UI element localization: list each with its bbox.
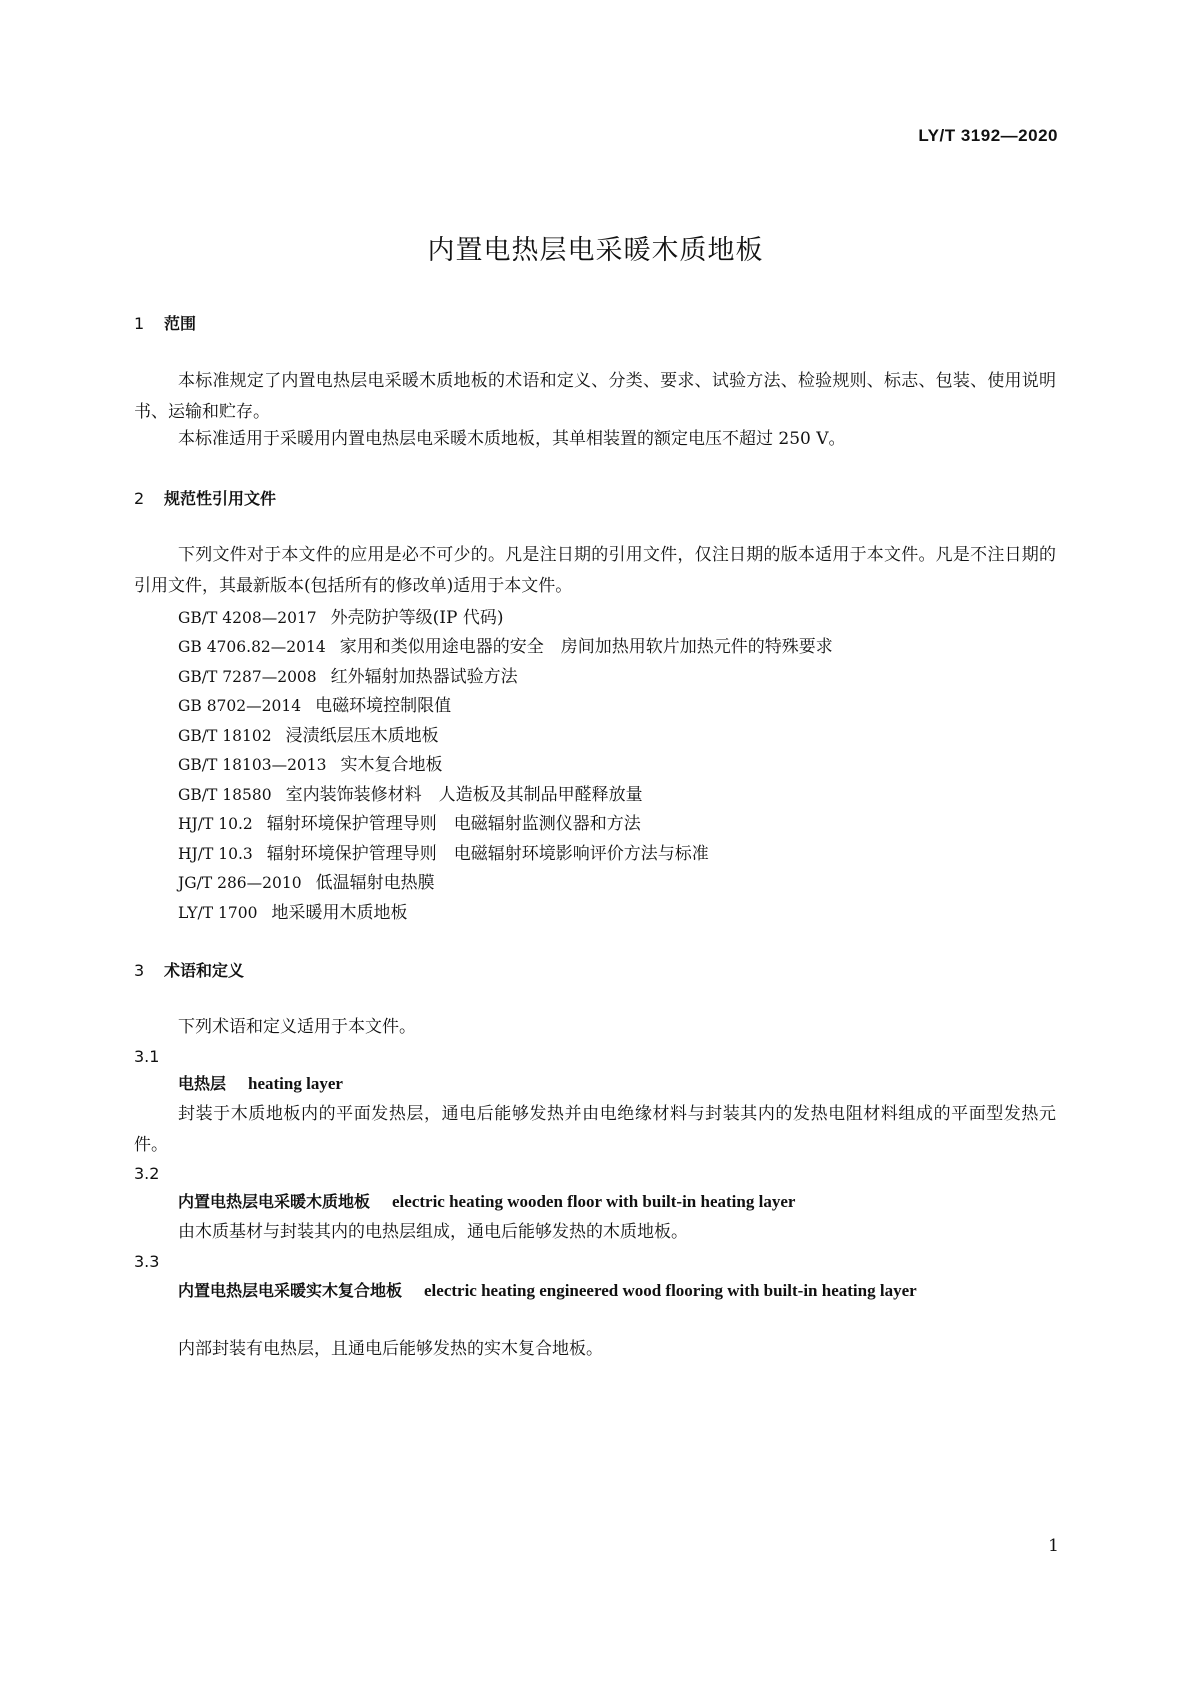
- reference-code: GB 8702—2014: [178, 697, 302, 715]
- reference-item: [178, 662, 518, 687]
- term-en: electric heating engineered wood flooring with built-in heating layer: [424, 1281, 917, 1300]
- term-number: 3.3: [134, 1252, 160, 1271]
- document-title: 内置电热层电采暖木质地板: [427, 235, 764, 266]
- term-definition: 由木质基材与封装其内的电热层组成，通电后能够发热的木质地板。: [178, 1222, 688, 1242]
- section-number: 3: [134, 961, 145, 980]
- reference-item: [178, 721, 439, 746]
- reference-title: 低温辐射电热膜: [315, 873, 435, 893]
- reference-code: GB/T 18580: [178, 786, 272, 804]
- reference-title: 辐射环境保护管理导则 电磁辐射环境影响评价方法与标准: [266, 844, 709, 864]
- reference-item: [178, 691, 451, 716]
- terms-intro: 下列术语和定义适用于本文件。: [178, 1017, 416, 1037]
- term-en: heating layer: [248, 1074, 343, 1093]
- reference-title: 红外辐射加热器试验方法: [330, 667, 518, 687]
- scope-paragraph-1: 本标准规定了内置电热层电采暖木质地板的术语和定义、分类、要求、试验方法、检验规则、标志、包装、使用说明书、运输和贮存。: [134, 371, 1056, 422]
- standard-code: LY/T 3192—2020: [918, 126, 1058, 145]
- section-number: 1: [134, 314, 145, 333]
- reference-code: GB/T 7287—2008: [178, 668, 317, 686]
- section-heading-normative: [134, 486, 276, 509]
- reference-item: [178, 780, 643, 805]
- term-heading: [134, 1186, 1056, 1217]
- term-zh: 电热层: [178, 1074, 227, 1093]
- term-number: 3.2: [134, 1164, 160, 1183]
- reference-item: [178, 809, 641, 834]
- reference-code: GB/T 4208—2017: [178, 609, 317, 627]
- term-number: 3.1: [134, 1047, 160, 1066]
- reference-code: HJ/T 10.3: [178, 845, 253, 863]
- reference-item: [178, 632, 833, 657]
- reference-item: [178, 839, 709, 864]
- reference-title: 辐射环境保护管理导则 电磁辐射监测仪器和方法: [266, 814, 641, 834]
- reference-code: JG/T 286—2010: [178, 874, 302, 892]
- term-zh: 内置电热层电采暖木质地板: [178, 1192, 371, 1211]
- section-title: 范围: [164, 314, 197, 333]
- reference-code: GB 4706.82—2014: [178, 638, 326, 656]
- section-heading-scope: [134, 311, 196, 334]
- section-title: 规范性引用文件: [164, 489, 277, 508]
- reference-item: [178, 898, 407, 923]
- reference-code: HJ/T 10.2: [178, 815, 253, 833]
- section-heading-terms: [134, 958, 244, 981]
- term-heading: [134, 1068, 1056, 1099]
- reference-title: 外壳防护等级(IP 代码): [330, 608, 504, 628]
- section-title: 术语和定义: [164, 961, 245, 980]
- reference-title: 室内装饰装修材料 人造板及其制品甲醛释放量: [285, 785, 643, 805]
- reference-title: 电磁环境控制限值: [315, 696, 452, 716]
- normative-intro: 下列文件对于本文件的应用是必不可少的。凡是注日期的引用文件，仅注日期的版本适用于本文件。凡是不注日期的引用文件，其最新版本(包括所有的修改单)适用于本文件。: [134, 545, 1056, 596]
- term-definition: 内部封装有电热层，且通电后能够发热的实木复合地板。: [178, 1339, 603, 1359]
- term-definition: 封装于木质地板内的平面发热层，通电后能够发热并由电绝缘材料与封装其内的发热电阻材料组成的平面型发热元件。: [134, 1104, 1056, 1155]
- reference-title: 家用和类似用途电器的安全 房间加热用软片加热元件的特殊要求: [339, 637, 833, 657]
- reference-title: 浸渍纸层压木质地板: [285, 726, 439, 746]
- reference-item: [178, 750, 443, 775]
- reference-title: 实木复合地板: [340, 755, 443, 775]
- reference-code: GB/T 18103—2013: [178, 756, 327, 774]
- reference-title: 地采暖用木质地板: [271, 903, 408, 923]
- term-en: electric heating wooden floor with built-in heating layer: [392, 1192, 796, 1211]
- page-number: 1: [1048, 1536, 1059, 1556]
- term-zh: 内置电热层电采暖实木复合地板: [178, 1281, 403, 1300]
- reference-item: [178, 868, 435, 893]
- reference-code: LY/T 1700: [178, 904, 258, 922]
- term-heading: [134, 1275, 1056, 1306]
- reference-item: [178, 603, 503, 628]
- section-number: 2: [134, 489, 145, 508]
- reference-code: GB/T 18102: [178, 727, 272, 745]
- scope-paragraph-2: 本标准适用于采暖用内置电热层电采暖木质地板，其单相装置的额定电压不超过 250 V。: [178, 429, 846, 449]
